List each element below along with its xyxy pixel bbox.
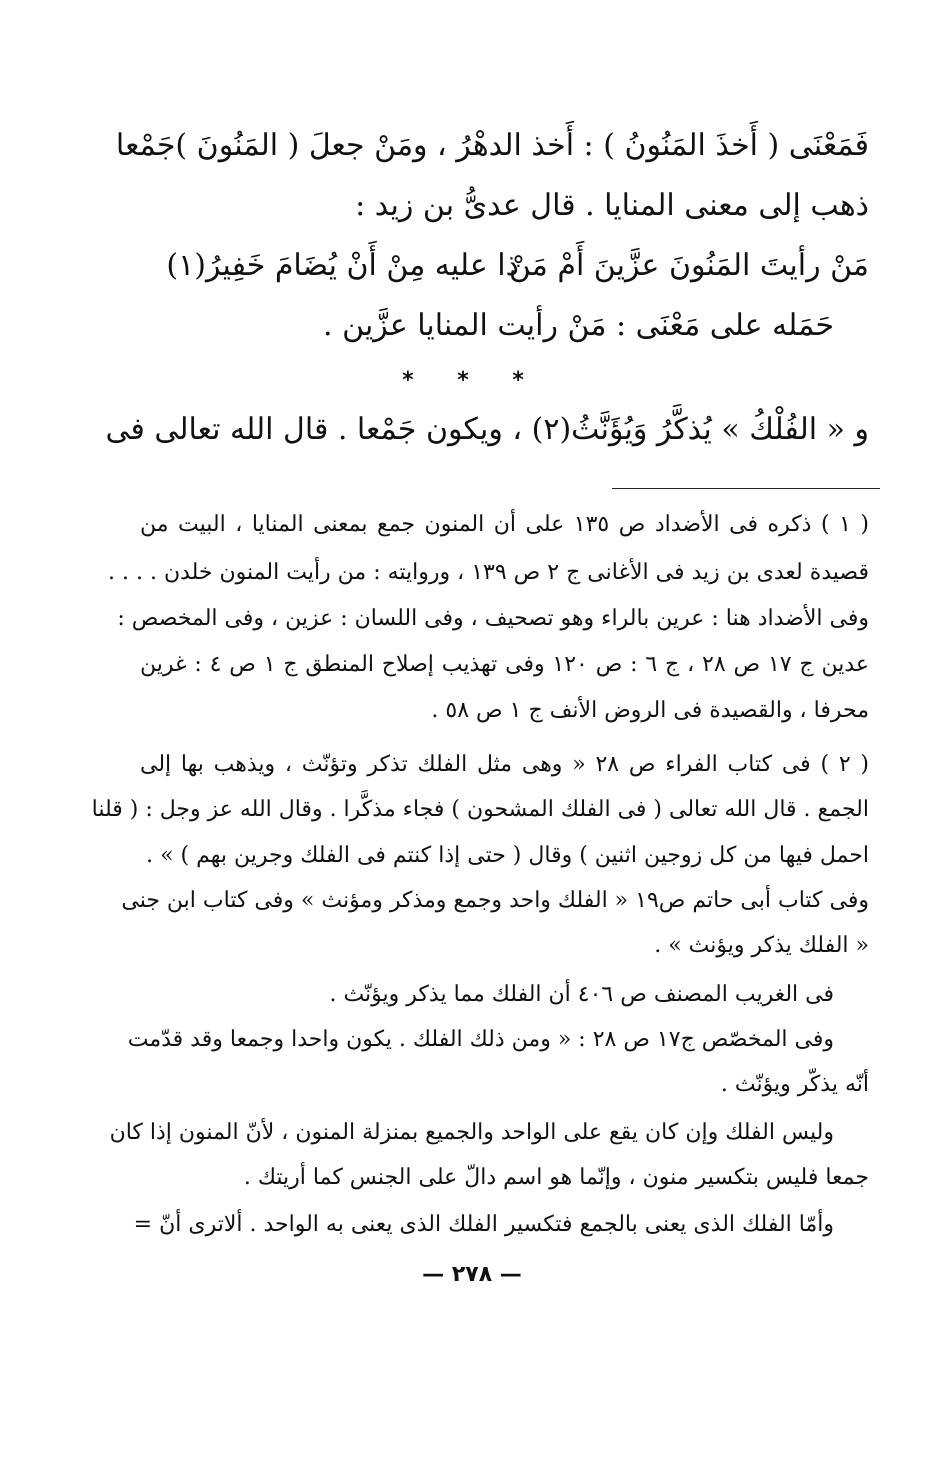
main-text-line-2: ذهب إلى معنى المنايا . قال عدىُّ بن زيد :	[355, 188, 869, 223]
footnote-2-line-3: احمل فيها من كل زوجين اثنين ) وقال ( حتى إذا كنتم فى الفلك وجرين بهم ) » .	[146, 843, 869, 868]
footnote-2-line-10: جمعا فليس بتكسير منون ، وإنّما هو اسم دالّ على الجنس كما أريتك .	[243, 1165, 869, 1190]
footnote-2-line-1: ( ٢ ) فى كتاب الفراء ص ٢٨ « وهى مثل الفلك تذكر وتؤنّث ، ويذهب بها إلى	[140, 752, 869, 777]
footnote-2-line-7: وفى المخصّص ج١٧ ص ٢٨ : « ومن ذلك الفلك . يكون واحدا وجمعا وقد قدّمت	[127, 1027, 834, 1052]
footnote-2-line-6: فى الغريب المصنف ص ٤٠٦ أن الفلك مما يذكر ويؤنّث .	[329, 982, 834, 1007]
section-separator: * * *	[402, 368, 542, 393]
footnote-2-line-9: وليس الفلك وإن كان يقع على الواحد والجميع بمنزلة المنون ، لأنّ المنون إذا كان	[109, 1120, 834, 1145]
footnote-1-line-5: محرفا ، والقصيدة فى الروض الأنف ج ١ ص ٥٨ .	[431, 698, 869, 723]
footnote-2-line-4: وفى كتاب أبى حاتم ص١٩ « الفلك واحد وجمع ومذكر ومؤنث » وفى كتاب ابن جنى	[121, 888, 869, 913]
main-text-line-5: و « الفُلْكُ » يُذكَّرُ وَيُؤَنَّثُ(٢) ، ويكون جَمْعا . قال الله تعالى فى	[105, 412, 869, 447]
footnote-1-line-2: قصيدة لعدى بن زيد فى الأغانى ج ٢ ص ١٣٩ ، وروايته : من رأيت المنون خلدن . . . .	[108, 560, 869, 585]
footnote-2-line-11: وأمّا الفلك الذى يعنى بالجمع فتكسير الفلك الذى يعنى به الواحد . ألاترى أنّ =	[133, 1212, 834, 1237]
footnote-divider	[612, 488, 880, 489]
footnote-2-line-8: أنّه يذكّر ويؤنّث .	[720, 1072, 869, 1097]
main-text-line-4: حَمَله على مَعْنَى : مَنْ رأيت المنايا عزَّين .	[323, 308, 834, 343]
footnote-2-line-2: الجمع . قال الله تعالى ( فى الفلك المشحون ) فجاء مذكَّرا . وقال الله عز وجل : ( قلنا	[91, 797, 869, 822]
footnote-1-line-4: عدين ج ١٧ ص ٢٨ ، ج ٦ : ص ١٢٠ وفى تهذيب إصلاح المنطق ج ١ ص ٤ : غرين	[140, 652, 869, 677]
footnote-1-line-1: ( ١ ) ذكره فى الأضداد ص ١٣٥ على أن المنون جمع بمعنى المنايا ، البيت من	[140, 512, 869, 537]
footnote-2-line-5: « الفلك يذكر ويؤنث » .	[654, 933, 869, 958]
page-number: — ٢٧٨ —	[422, 1262, 522, 1287]
main-text-line-1: فَمَعْنَى ( أَخذَ المَنُونُ ) : أَخذ الدهْرُ ، ومَنْ جعلَ ( المَنُونَ )جَمْعا	[115, 128, 869, 163]
verse-second-hemistich: ذا عليه مِنْ أَنْ يُضَامَ خَفِيرُ(١)	[166, 248, 519, 283]
verse-first-hemistich: مَنْ رأيتَ المَنُونَ عزَّينَ أَمْ مَنْ	[508, 248, 869, 283]
footnote-1-line-3: وفى الأضداد هنا : عرين بالراء وهو تصحيف ، وفى اللسان : عزين ، وفى المخصص :	[117, 606, 869, 631]
